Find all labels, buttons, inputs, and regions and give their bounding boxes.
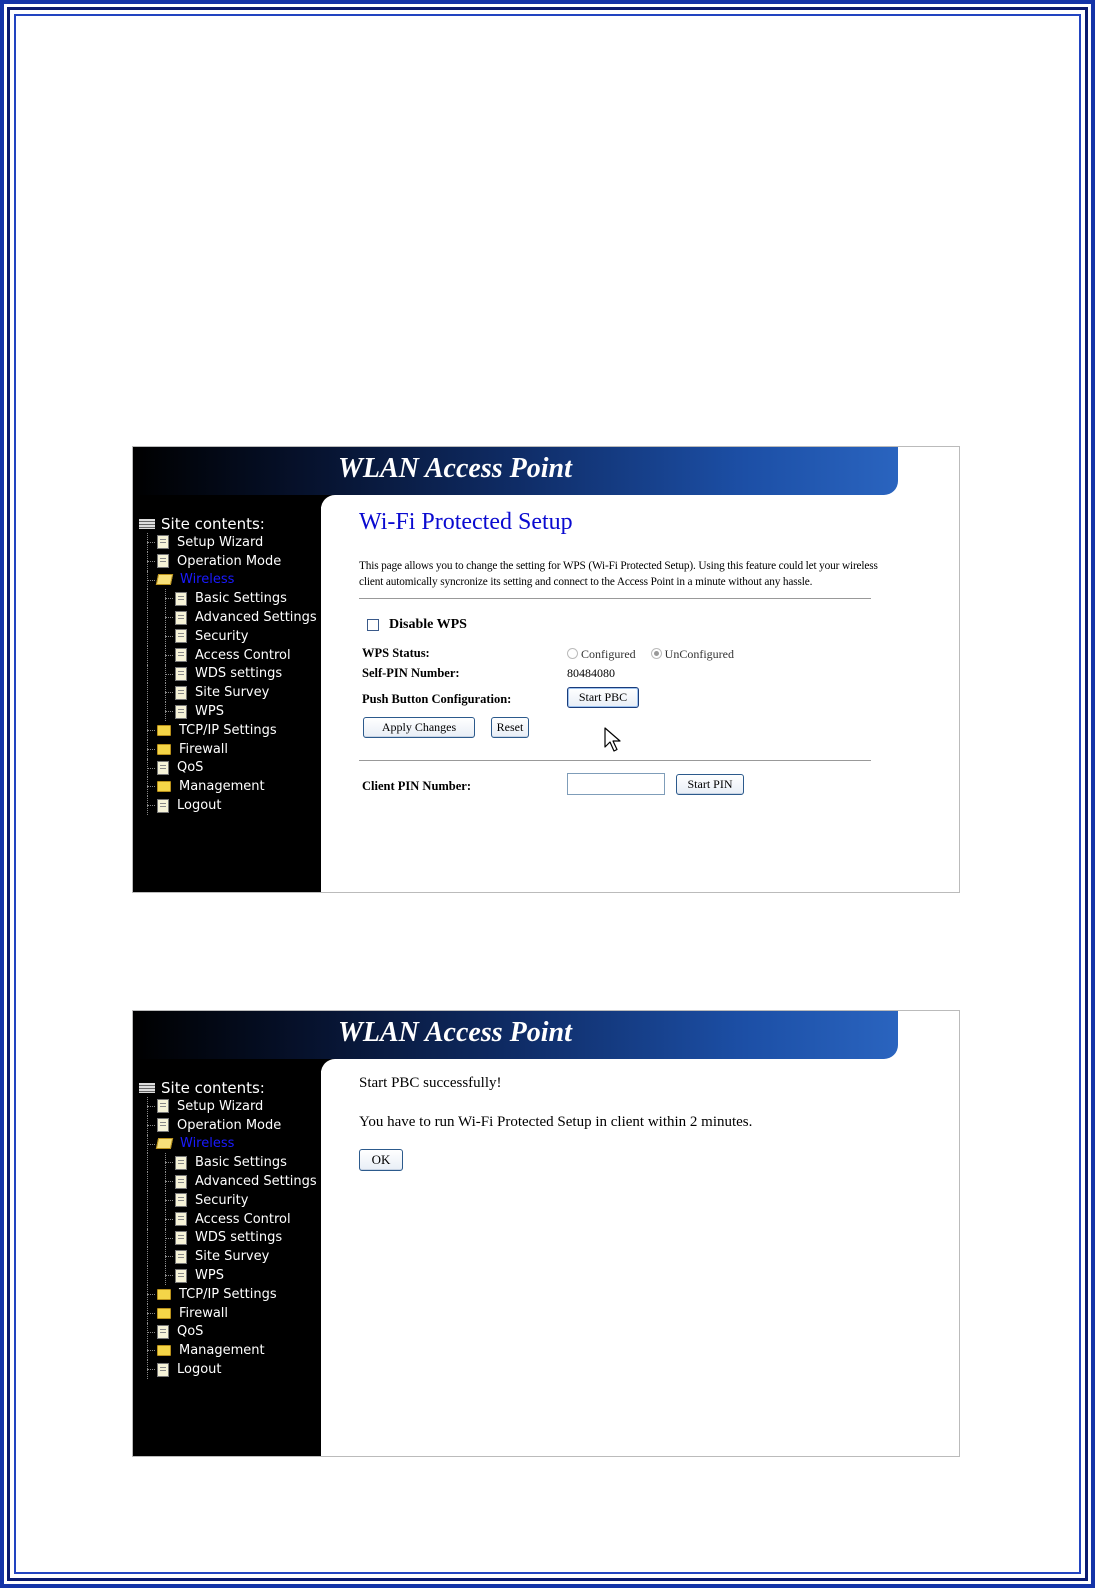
pbc-success-screenshot <box>132 1010 960 1457</box>
document-icon <box>175 1193 187 1207</box>
sidebar-item-label: Basic Settings <box>195 1155 287 1171</box>
sidebar-item-label: QoS <box>177 760 204 776</box>
document-icon <box>175 1231 187 1245</box>
sidebar-item-label: Wireless <box>180 572 235 588</box>
wps-status-row <box>359 643 879 663</box>
self-pin-label: Self-PIN Number: <box>362 666 460 680</box>
status-unconfigured-label: UnConfigured <box>664 647 734 661</box>
sidebar-item-label: Advanced Settings <box>195 1174 317 1190</box>
folder-icon <box>157 1308 171 1319</box>
document-icon <box>157 535 169 549</box>
folder-icon <box>157 1289 171 1300</box>
sidebar-item-label: WPS <box>195 704 224 720</box>
sidebar-item-logout[interactable] <box>139 1360 317 1379</box>
banner <box>133 1011 898 1059</box>
sidebar-item-label: Logout <box>177 798 222 814</box>
sidebar-item-operation-mode[interactable] <box>139 1116 317 1135</box>
sidebar-item-label: WDS settings <box>195 1230 283 1246</box>
client-pin-row <box>359 773 879 801</box>
document-icon <box>157 761 169 775</box>
sidebar-item-label: Basic Settings <box>195 591 287 607</box>
page-title: Wi-Fi Protected Setup <box>359 509 573 535</box>
document-icon <box>175 705 187 719</box>
client-pin-label: Client PIN Number: <box>362 779 472 793</box>
sidebar-item-security[interactable] <box>139 1191 317 1210</box>
document-icon <box>175 686 187 700</box>
wps-settings-screenshot <box>132 446 960 893</box>
sidebar-item-label: Operation Mode <box>177 1117 282 1133</box>
apply-changes-button[interactable]: Apply Changes <box>363 717 475 738</box>
wps-status-label: WPS Status: <box>362 646 430 660</box>
banner-title: WLAN Access Point <box>338 1017 572 1048</box>
sidebar-item-setup-wizard[interactable] <box>139 533 317 552</box>
reset-button[interactable]: Reset <box>491 717 529 738</box>
sidebar-item-label: Security <box>195 628 249 644</box>
client-pin-input[interactable] <box>567 773 665 795</box>
folder-icon <box>157 725 171 736</box>
pbc-row <box>359 685 879 713</box>
document-icon <box>157 554 169 568</box>
site-tree <box>139 515 317 815</box>
sidebar-item-wds-settings[interactable] <box>139 1229 317 1248</box>
sidebar-items <box>139 533 317 815</box>
sidebar-item-management[interactable] <box>139 777 317 796</box>
pbc-label: Push Button Configuration: <box>362 692 512 706</box>
folder-open-icon <box>156 1138 173 1149</box>
site-contents-title: Site contents: <box>161 1079 265 1097</box>
sidebar-item-logout[interactable] <box>139 796 317 815</box>
sidebar-item-label: QoS <box>177 1324 204 1340</box>
disable-wps-row <box>359 617 879 633</box>
banner-title: WLAN Access Point <box>338 453 572 484</box>
disable-wps-label: Disable WPS <box>389 617 467 632</box>
document-icon <box>157 1363 169 1377</box>
sidebar-item-site-survey[interactable] <box>139 1247 317 1266</box>
sidebar-item-tcp-ip-settings[interactable] <box>139 721 317 740</box>
disable-wps-checkbox[interactable] <box>367 619 379 631</box>
main-content <box>359 1075 879 1171</box>
document-icon <box>175 648 187 662</box>
folder-icon <box>157 744 171 755</box>
sidebar-item-label: Site Survey <box>195 685 270 701</box>
sidebar-item-qos[interactable] <box>139 1323 317 1342</box>
sidebar-items <box>139 1097 317 1379</box>
document-icon <box>175 1175 187 1189</box>
divider <box>359 760 871 761</box>
sidebar-item-label: Site Survey <box>195 1249 270 1265</box>
site-icon <box>139 1083 155 1093</box>
sidebar-item-management[interactable] <box>139 1341 317 1360</box>
page-description: This page allows you to change the setting for WPS (Wi-Fi Protected Setup). Using this feature could let your wireless client automically syncronize its setting and connect to the Access Point in a minute without any hassle. <box>359 560 878 588</box>
sidebar-item-label: Setup Wizard <box>177 1098 264 1114</box>
sidebar-item-firewall[interactable] <box>139 740 317 759</box>
sidebar-item-label: Setup Wizard <box>177 534 264 550</box>
document-icon <box>175 1156 187 1170</box>
sidebar-item-wps[interactable] <box>139 1266 317 1285</box>
sidebar-item-setup-wizard[interactable] <box>139 1097 317 1116</box>
banner <box>133 447 898 495</box>
start-pin-button[interactable]: Start PIN <box>676 774 744 795</box>
sidebar-item-wds-settings[interactable] <box>139 665 317 684</box>
document-icon <box>175 1250 187 1264</box>
status-unconfigured-radio[interactable] <box>651 648 662 659</box>
sidebar-item-label: TCP/IP Settings <box>179 722 277 738</box>
document-icon <box>175 592 187 606</box>
sidebar-item-label: Access Control <box>195 647 291 663</box>
sidebar-item-label: WDS settings <box>195 666 283 682</box>
sidebar-item-site-survey[interactable] <box>139 683 317 702</box>
sidebar-item-wps[interactable] <box>139 702 317 721</box>
self-pin-value: 80484080 <box>567 666 615 680</box>
sidebar-item-basic-settings[interactable] <box>139 1153 317 1172</box>
site-icon <box>139 519 155 529</box>
mouse-cursor-icon <box>603 727 625 753</box>
self-pin-row <box>359 663 879 683</box>
sidebar-item-label: Management <box>179 779 265 795</box>
sidebar-item-label: Firewall <box>179 1305 229 1321</box>
document-icon <box>157 1099 169 1113</box>
sidebar-item-label: Management <box>179 1343 265 1359</box>
sidebar-item-advanced-settings[interactable] <box>139 1172 317 1191</box>
sidebar-item-label: WPS <box>195 1268 224 1284</box>
sidebar-item-security[interactable] <box>139 627 317 646</box>
start-pbc-button[interactable]: Start PBC <box>567 687 639 708</box>
sidebar-item-label: Operation Mode <box>177 553 282 569</box>
document-icon <box>157 1118 169 1132</box>
sidebar-item-tcp-ip-settings[interactable] <box>139 1285 317 1304</box>
pbc-success-message: Start PBC successfully! <box>359 1075 502 1091</box>
sidebar-item-firewall[interactable] <box>139 1304 317 1323</box>
sidebar-item-wireless[interactable] <box>139 1135 317 1154</box>
folder-icon <box>157 1345 171 1356</box>
divider <box>359 598 871 599</box>
sidebar-item-basic-settings[interactable] <box>139 589 317 608</box>
sidebar-item-label: Logout <box>177 1362 222 1378</box>
sidebar-item-label: Firewall <box>179 741 229 757</box>
site-contents-header <box>139 1079 317 1097</box>
sidebar-item-qos[interactable] <box>139 759 317 778</box>
sidebar-item-advanced-settings[interactable] <box>139 608 317 627</box>
document-icon <box>175 1212 187 1226</box>
folder-icon <box>157 781 171 792</box>
sidebar-item-label: TCP/IP Settings <box>179 1286 277 1302</box>
pbc-instruction-message: You have to run Wi-Fi Protected Setup in client within 2 minutes. <box>359 1114 753 1130</box>
sidebar-item-label: Access Control <box>195 1211 291 1227</box>
document-icon <box>157 799 169 813</box>
folder-open-icon <box>156 574 173 585</box>
document-icon <box>175 611 187 625</box>
document-icon <box>175 629 187 643</box>
sidebar-item-operation-mode[interactable] <box>139 552 317 571</box>
site-tree <box>139 1079 317 1379</box>
sidebar-item-label: Wireless <box>180 1136 235 1152</box>
sidebar-item-access-control[interactable] <box>139 646 317 665</box>
sidebar-item-wireless[interactable] <box>139 571 317 590</box>
sidebar-item-label: Advanced Settings <box>195 610 317 626</box>
sidebar-item-label: Security <box>195 1192 249 1208</box>
document-icon <box>157 1325 169 1339</box>
document-icon <box>175 667 187 681</box>
sidebar-item-access-control[interactable] <box>139 1210 317 1229</box>
ok-button[interactable]: OK <box>359 1149 403 1171</box>
site-contents-header <box>139 515 317 533</box>
site-contents-title: Site contents: <box>161 515 265 533</box>
status-configured-radio[interactable] <box>567 648 578 659</box>
main-content <box>359 509 879 801</box>
document-icon <box>175 1269 187 1283</box>
status-configured-label: Configured <box>581 647 636 661</box>
wps-status-options <box>567 647 746 662</box>
